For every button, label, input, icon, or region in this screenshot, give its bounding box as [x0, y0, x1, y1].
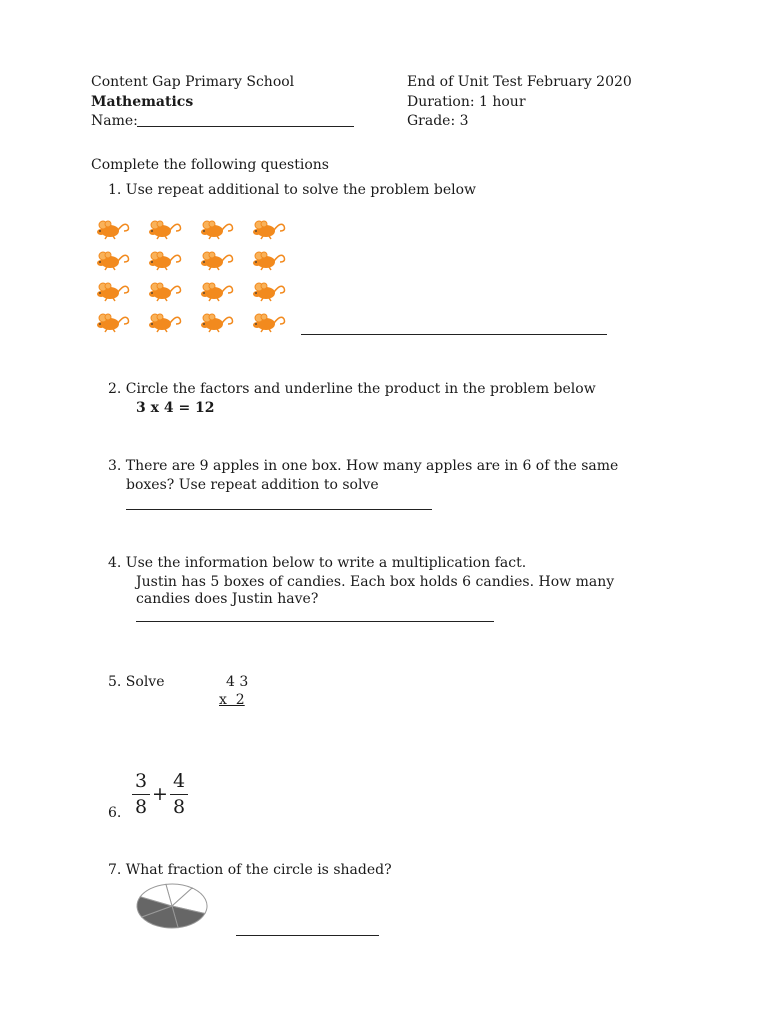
question-5-top-number: 4 3 — [226, 674, 249, 690]
question-4-line-1: Justin has 5 boxes of candies. Each box holds 6 candies. How many — [136, 574, 615, 590]
fraction-a-numerator: 3 — [134, 770, 148, 792]
question-3-line-2: boxes? Use repeat addition to solve — [126, 477, 379, 493]
orange-mouse-icon — [199, 218, 235, 240]
orange-mouse-icon — [251, 280, 287, 302]
orange-mouse-icon — [199, 280, 235, 302]
name-answer-line[interactable] — [137, 126, 354, 127]
shaded-circle — [134, 878, 212, 934]
orange-mouse-icon — [95, 249, 131, 271]
orange-mouse-icon — [251, 249, 287, 271]
fraction-a-denominator: 8 — [134, 796, 148, 818]
test-title: End of Unit Test February 2020 — [407, 74, 632, 90]
plus-sign: + — [152, 783, 168, 805]
orange-mouse-icon — [199, 249, 235, 271]
question-4-line-2: candies does Justin have? — [136, 591, 319, 607]
fraction-b-bar — [170, 794, 188, 795]
instructions: Complete the following questions — [91, 157, 329, 173]
question-6-label: 6. — [108, 805, 122, 821]
orange-mouse-icon — [95, 280, 131, 302]
question-1-answer-line[interactable] — [301, 334, 607, 335]
question-7-answer-line[interactable] — [236, 935, 379, 936]
orange-mouse-icon — [251, 218, 287, 240]
orange-mouse-icon — [251, 311, 287, 333]
orange-mouse-icon — [147, 311, 183, 333]
question-3-answer-line[interactable] — [126, 509, 432, 510]
fraction-b — [170, 770, 190, 816]
question-4-text: 4. Use the information below to write a multiplication fact. — [108, 555, 527, 571]
question-3-line-1: 3. There are 9 apples in one box. How many apples are in 6 of the same — [108, 458, 619, 474]
orange-mouse-icon — [95, 218, 131, 240]
subject: Mathematics — [91, 94, 194, 110]
fraction-a — [132, 770, 152, 816]
question-5-label: 5. Solve — [108, 674, 165, 690]
question-7-text: 7. What fraction of the circle is shaded? — [108, 862, 392, 878]
question-4-answer-line[interactable] — [136, 621, 494, 622]
orange-mouse-icon — [147, 280, 183, 302]
mouse-grid — [95, 218, 285, 336]
question-2-equation: 3 x 4 = 12 — [136, 400, 215, 416]
orange-mouse-icon — [95, 311, 131, 333]
grade: Grade: 3 — [407, 113, 469, 129]
duration: Duration: 1 hour — [407, 94, 526, 110]
fraction-b-denominator: 8 — [172, 796, 186, 818]
orange-mouse-icon — [147, 249, 183, 271]
fraction-b-numerator: 4 — [172, 770, 186, 792]
orange-mouse-icon — [199, 311, 235, 333]
school-name: Content Gap Primary School — [91, 74, 295, 90]
name-label: Name: — [91, 113, 138, 129]
orange-mouse-icon — [147, 218, 183, 240]
question-2-text: 2. Circle the factors and underline the product in the problem below — [108, 381, 596, 397]
question-1-text: 1. Use repeat additional to solve the problem below — [108, 182, 477, 198]
question-5-multiplier: x 2 — [219, 692, 245, 708]
fraction-a-bar — [132, 794, 150, 795]
